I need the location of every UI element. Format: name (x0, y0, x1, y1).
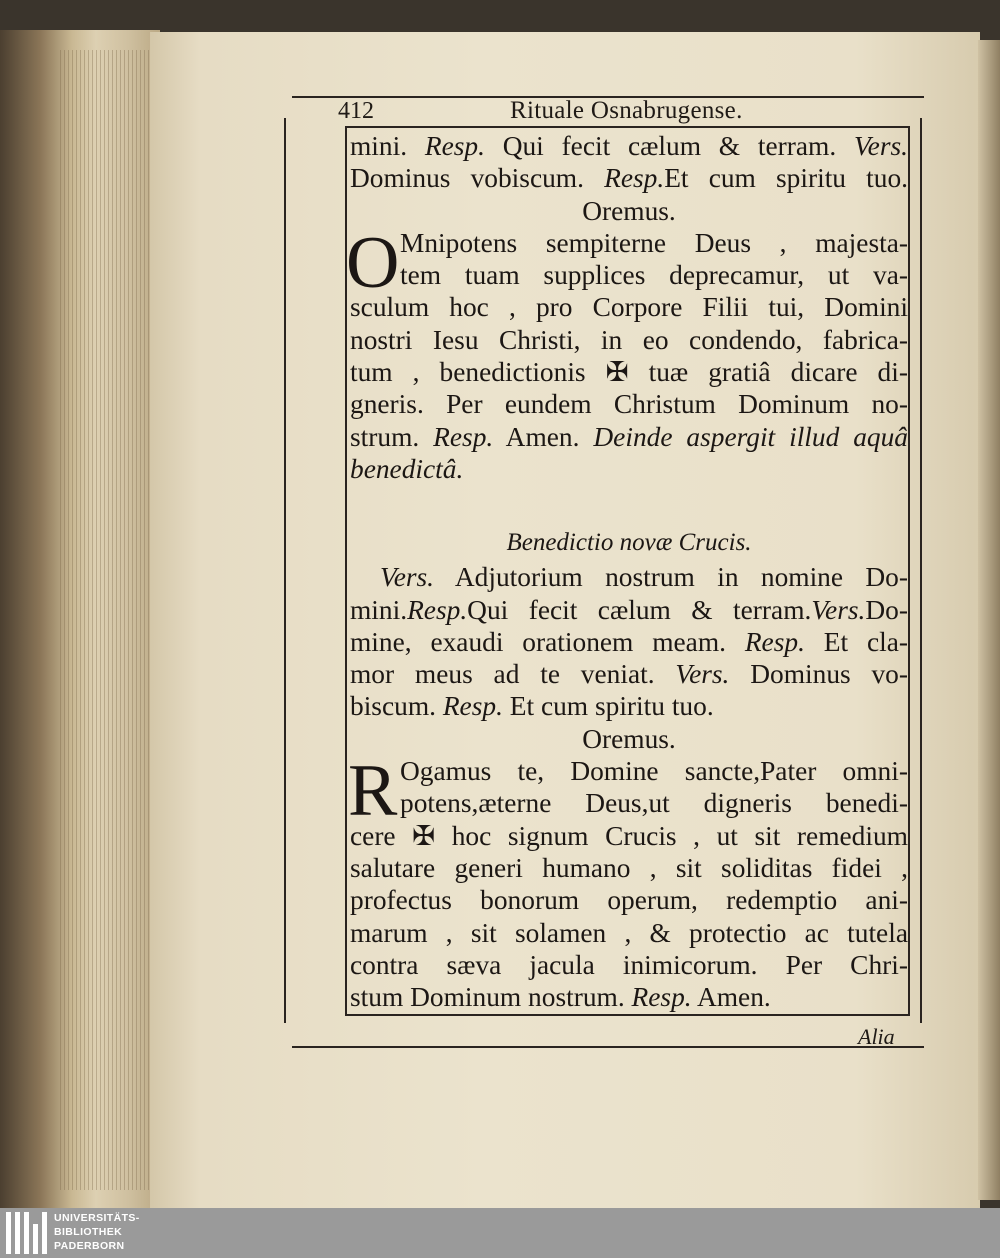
text-line: potens,æterne Deus,ut digneris benedi- (400, 788, 908, 819)
text-line: nostri Iesu Christi, in eo condendo, fabrica- (350, 324, 908, 355)
text-line: stum Dominum nostrum. Resp. Amen. (350, 982, 771, 1013)
text-line: tum , benedictionis ✠ tuæ gratiâ dicare di- (350, 357, 908, 388)
footer-rule (292, 1046, 924, 1048)
text-line: gneris. Per eundem Christum Dominum no- (350, 389, 908, 420)
library-banner (0, 1208, 1000, 1258)
text-line: biscum. Resp. Et cum spiritu tuo. (350, 691, 714, 722)
text-line: mini. Resp. Qui fecit cælum & terram. Vers. (350, 131, 908, 161)
text-line: mini.Resp.Qui fecit cælum & terram.Vers.Do- (350, 594, 908, 625)
text-line: Mnipotens sempiterne Deus , majesta- (400, 227, 908, 258)
facing-page-edge (978, 40, 1000, 1200)
text-line: Vers. Adjutorium nostrum in nomine Do- (380, 562, 908, 593)
text-line: cere ✠ hoc signum Crucis , ut sit remedium (350, 820, 908, 851)
oremus-heading: Oremus. (582, 195, 676, 226)
text-line: salutare generi humano , sit soliditas fidei , (350, 852, 908, 883)
page-number: 412 (338, 98, 374, 124)
text-line: Dominus vobiscum. Resp.Et cum spiritu tuo. (350, 163, 908, 194)
spacer (350, 485, 908, 515)
library-name: UNIVERSITÄTS- BIBLIOTHEK PADERBORN (54, 1212, 140, 1252)
text-block (346, 130, 909, 1013)
text-line: sculum hoc , pro Corpore Filii tui, Domini (350, 292, 908, 323)
page-edges (60, 50, 155, 1190)
text-line: mor meus ad te veniat. Vers. Dominus vo- (350, 659, 908, 690)
library-logo-icon (6, 1212, 48, 1254)
text-line: tem tuam supplices deprecamur, ut va- (400, 260, 908, 291)
prayer-2 (348, 750, 908, 1013)
drop-cap-r: R (348, 750, 398, 833)
text-line: strum. Resp. Amen. Deinde aspergit illud aquâ (350, 421, 909, 452)
text-line: contra sæva jacula inimicorum. Per Chri- (350, 949, 908, 980)
text-line: marum , sit solamen , & protectio ac tutela (350, 917, 908, 948)
catchword: Alia (858, 1024, 895, 1049)
prayer-1 (346, 221, 909, 485)
outer-rule-left (284, 118, 286, 1023)
section-heading: Benedictio novæ Crucis. (506, 529, 752, 557)
book-page-stack (0, 30, 160, 1210)
drop-cap-o: O (346, 221, 400, 304)
running-title: Rituale Osnabrugense. (510, 97, 743, 124)
text-line: Ogamus te, Domine sancte,Pater omni- (400, 756, 908, 787)
outer-rule-right (920, 118, 922, 1023)
oremus-heading: Oremus. (582, 723, 676, 754)
text-line: benedictâ. (350, 453, 464, 484)
text-line: profectus bonorum operum, redemptio ani- (350, 885, 908, 916)
text-line: mine, exaudi orationem meam. Resp. Et cla- (350, 626, 908, 657)
